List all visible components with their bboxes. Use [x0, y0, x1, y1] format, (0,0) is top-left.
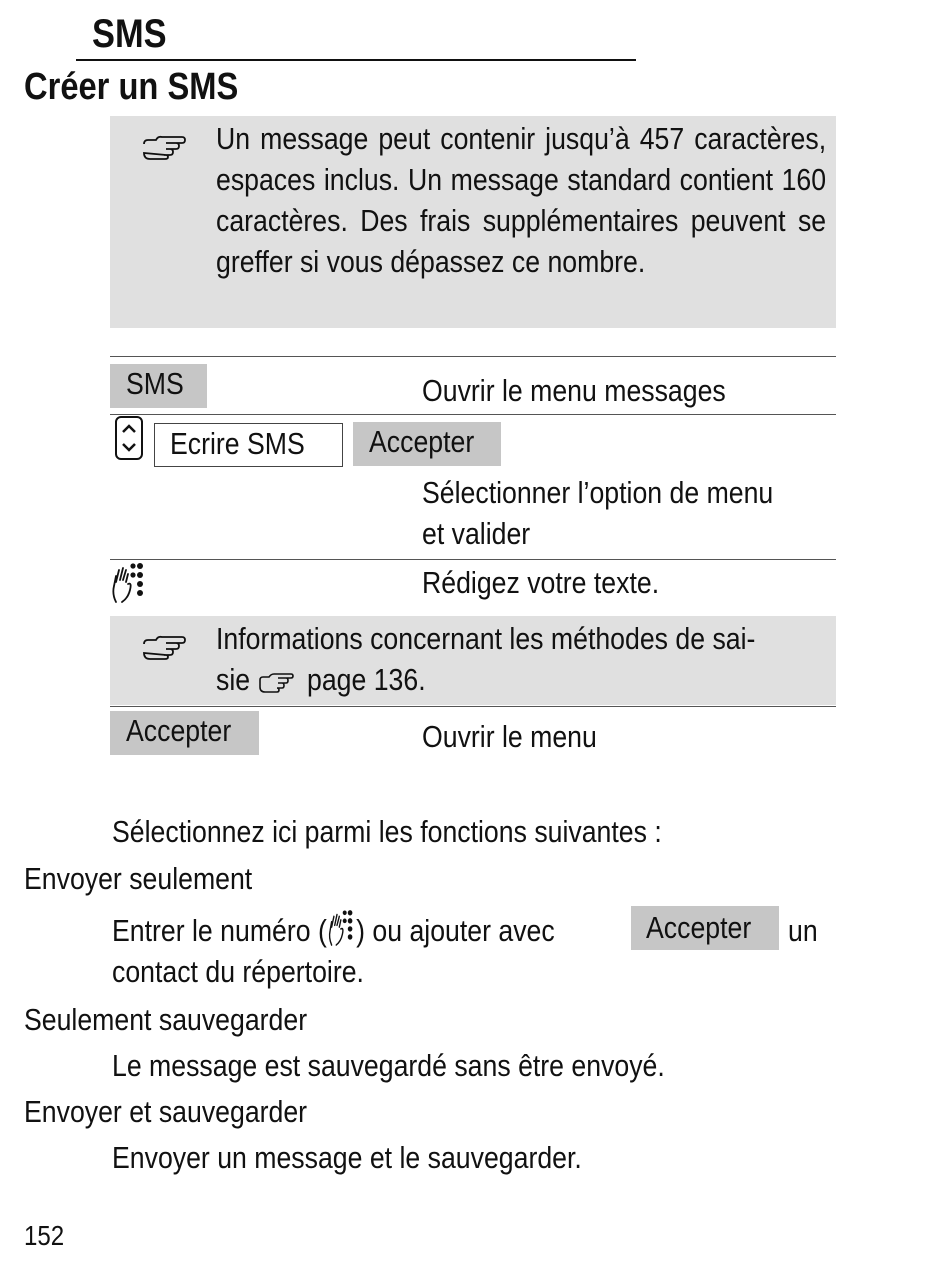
intro-text: Sélectionnez ici parmi les fonctions suivantes :: [112, 814, 662, 849]
table-rule-top: [110, 356, 836, 357]
ecrire-sms-menu-item[interactable]: Ecrire SMS: [154, 423, 343, 467]
note-text: Un message peut contenir jusqu’à 457 caractères, espaces inclus. Un message standard contient 160 caractères. Des frais supplémentaires peuvent se greffer si vous dépassez ce nombre.: [216, 121, 827, 279]
accepter-softkey[interactable]: Accepter: [110, 711, 259, 755]
note-text: Informations concernant les méthodes de sai- sie page 136.: [216, 621, 756, 697]
keypad-hand-icon: [110, 562, 148, 604]
accepter-softkey[interactable]: Accepter: [631, 906, 779, 950]
pointing-hand-icon: [142, 634, 186, 660]
function-term: Seulement sauvegarder: [24, 1002, 308, 1037]
step-description: Ouvrir le menu: [422, 719, 597, 754]
table-rule: [110, 414, 836, 415]
page-number: 152: [24, 1220, 65, 1251]
up-down-nav-key-icon: [114, 416, 144, 460]
function-description: Le message est sauvegardé sans être envoyé.: [112, 1048, 665, 1083]
function-description: Envoyer un message et le sauvegarder.: [112, 1140, 582, 1175]
keypad-hand-icon: [327, 908, 356, 948]
note-box: [110, 116, 836, 328]
accepter-softkey[interactable]: Accepter: [353, 422, 501, 466]
step-description: Sélectionner l’option de menu et valider: [422, 475, 774, 551]
header-rule: [76, 59, 636, 61]
function-term: Envoyer et sauvegarder: [24, 1094, 308, 1129]
section-title: Créer un SMS: [24, 66, 239, 108]
step-description: Ouvrir le menu messages: [422, 373, 726, 408]
table-rule: [110, 559, 836, 560]
chapter-title: SMS: [92, 12, 167, 56]
step-description: Rédigez votre texte.: [422, 565, 660, 600]
function-term: Envoyer seulement: [24, 861, 253, 896]
table-rule: [110, 706, 836, 707]
sms-softkey[interactable]: SMS: [110, 364, 207, 408]
pointing-hand-icon: [142, 134, 186, 160]
page-reference-icon: [258, 671, 294, 693]
note-box: [110, 616, 836, 705]
function-description: Entrer le numéro ( ) ou ajouter avec Accepter un contact du répertoire.: [112, 910, 832, 992]
